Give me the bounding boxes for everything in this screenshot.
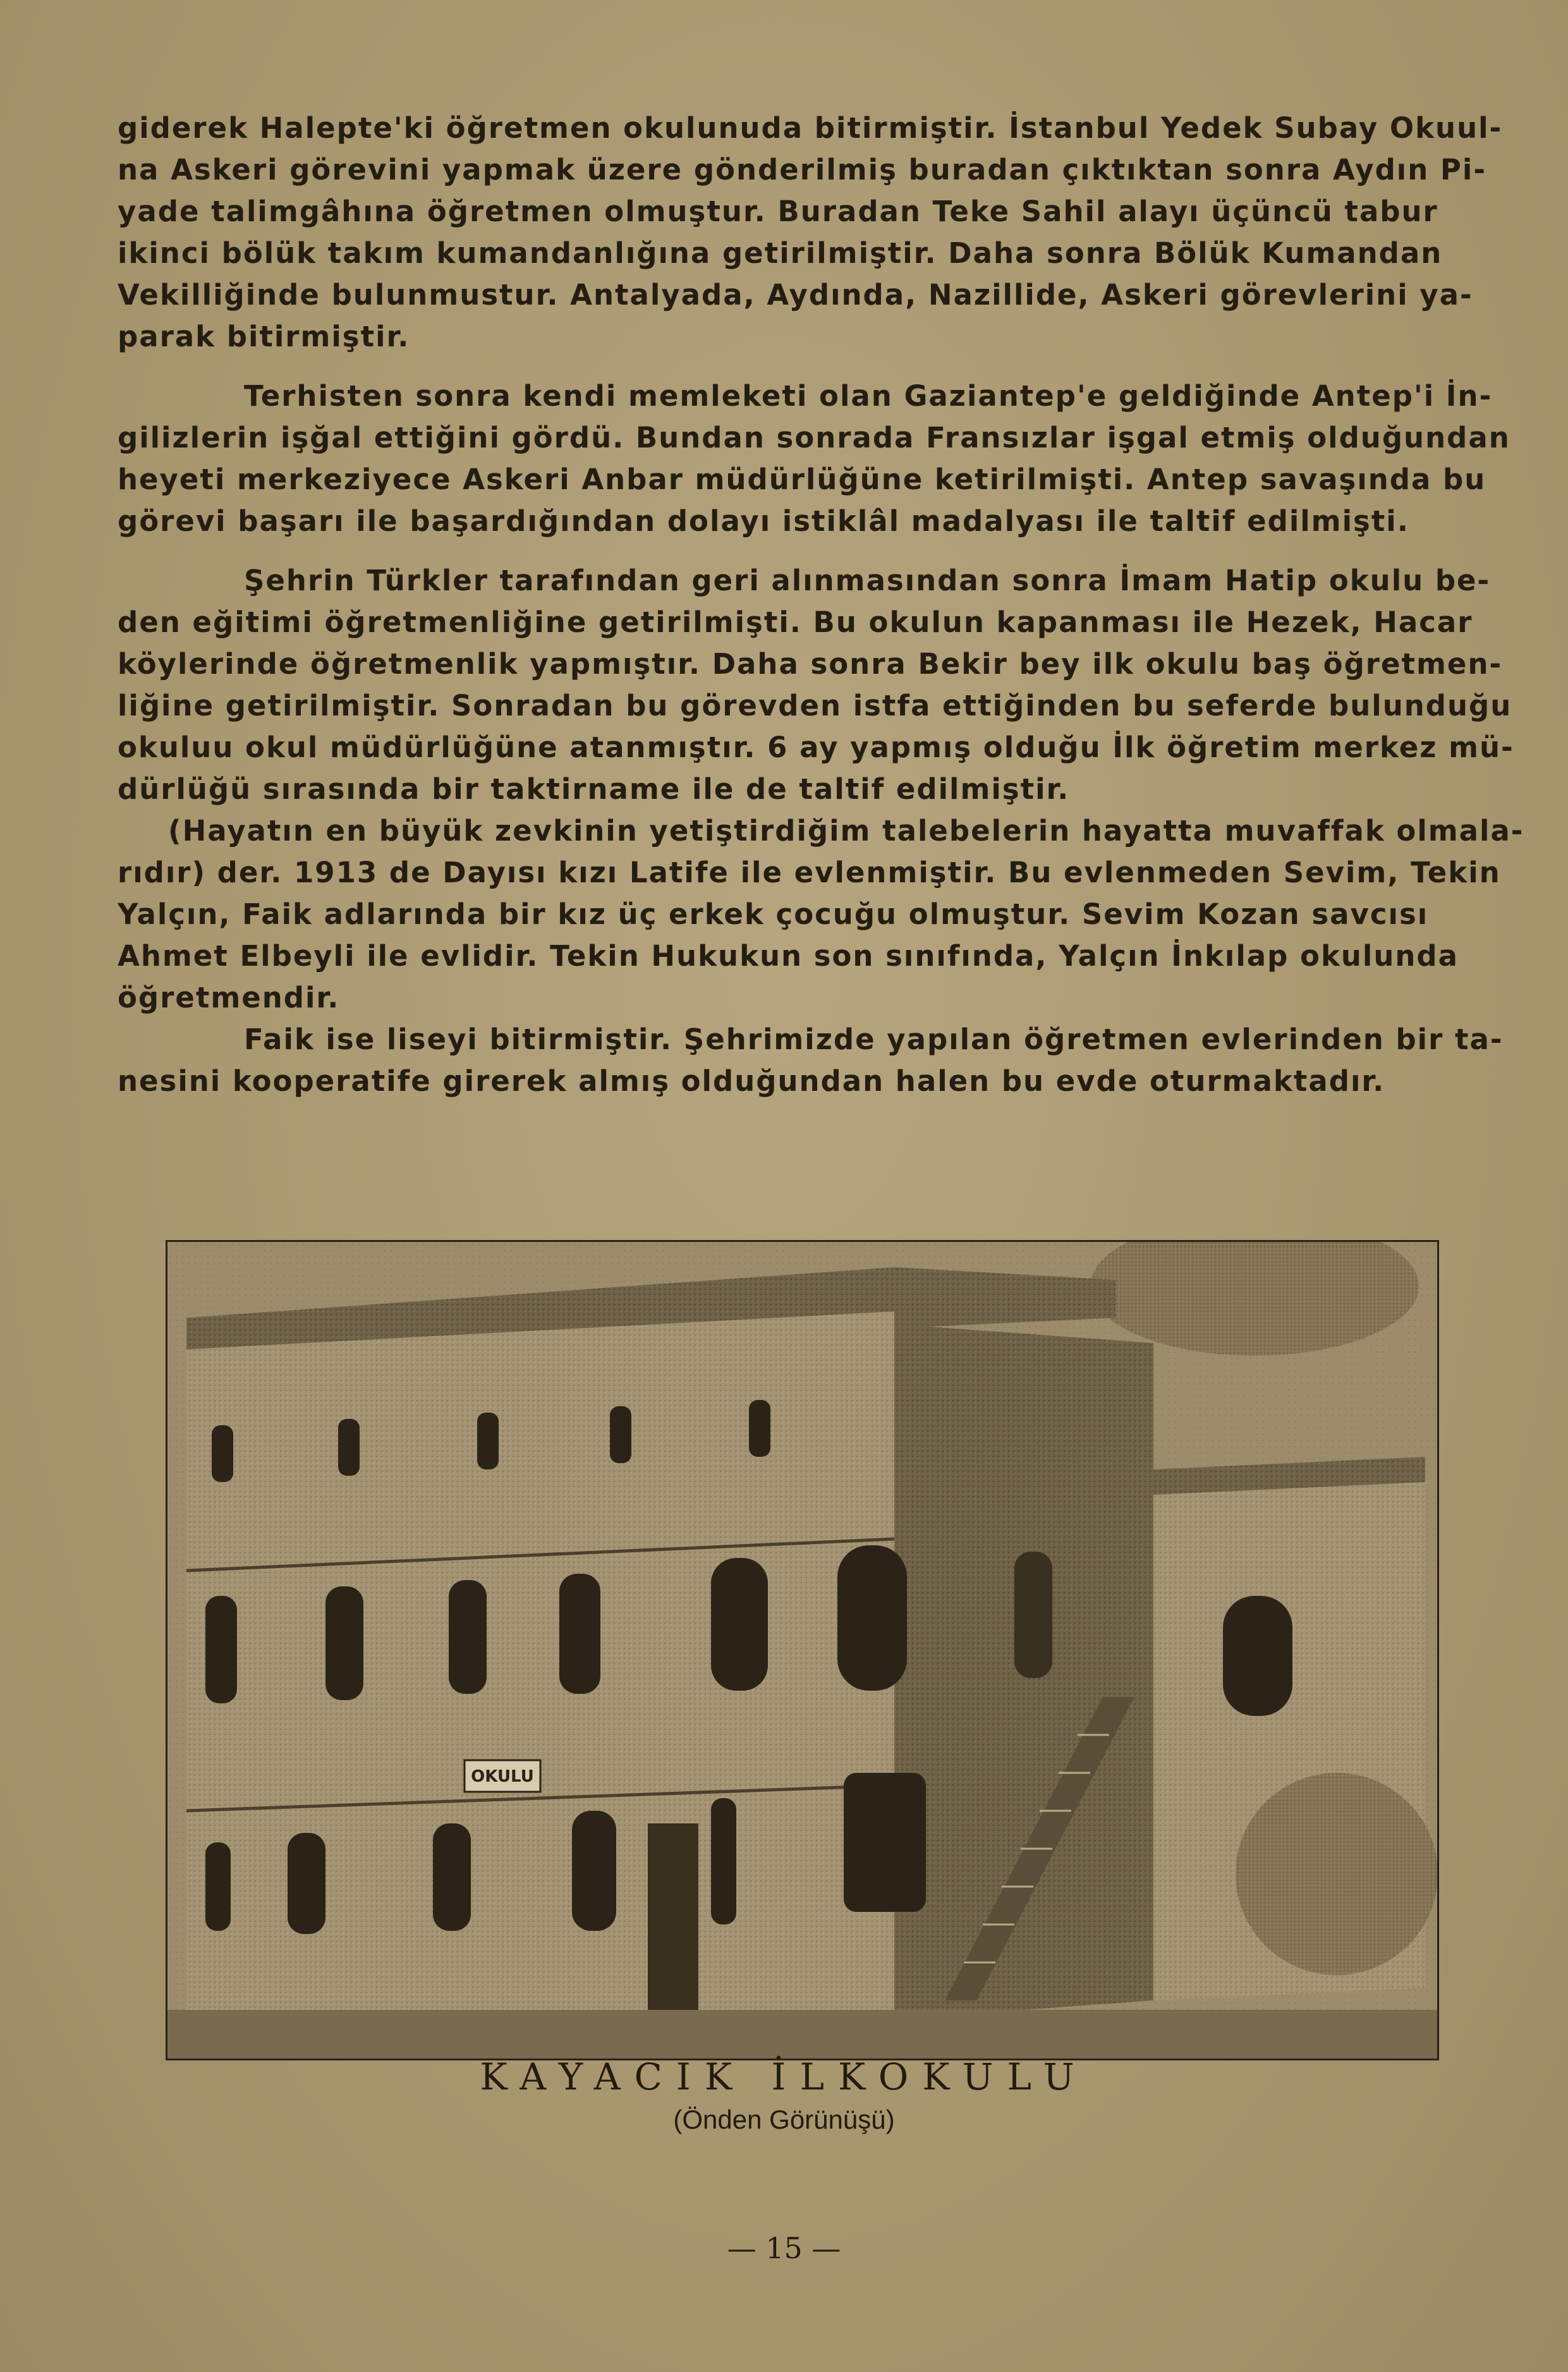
school-building-illustration [167,1242,1437,2059]
text-line: (Hayatın en büyük zevkinin yetiştirdiğim talebelerin hayatta muvaffak olmala- [168,814,1524,848]
text-line: yade talimgâhına öğretmen olmuştur. Buradan Teke Sahil alayı üçüncü tabur [118,195,1438,228]
text-line: Vekilliğinde bulunmustur. Antalyada, Aydında, Nazillide, Askeri görevlerini ya- [118,278,1473,312]
window [1223,1596,1292,1716]
text-line: köylerinde öğretmenlik yapmıştır. Daha sonra Bekir bey ilk okulu baş öğretmen- [118,647,1503,681]
text-line: Faik ise liseyi bitirmiştir. Şehrimizde yapılan öğretmen evlerinden bir ta- [244,1023,1504,1056]
paragraph-3 [118,560,1514,810]
text-line: liğine getirilmiştir. Sonradan bu görevden istfa ettiğinden bu seferde bulunduğu [118,689,1512,722]
shrubbery [1236,1773,1437,1975]
window [477,1413,499,1469]
text-line: heyeti merkeziyece Askeri Anbar müdürlüğüne ketirilmişti. Antep savaşında bu [118,463,1486,496]
text-line: Şehrin Türkler tarafından geri alınmasından sonra İmam Hatip okulu be- [244,564,1491,597]
window [433,1823,471,1931]
window [837,1545,907,1691]
window [212,1425,233,1482]
text-line: den eğitimi öğretmenliğine getirilmişti. Bu okulun kapanması ile Hezek, Hacar [118,605,1473,639]
window [711,1558,768,1691]
text-line: gilizlerin işğal ettiğini gördü. Bundan sonrada Fransızlar işgal etmiş olduğundan [118,421,1510,454]
window [610,1406,631,1463]
window [749,1400,770,1457]
text-line: görevi başarı ile başardığından dolayı istiklâl madalyası ile taltif edilmişti. [118,504,1409,538]
school-sign-text: OKULU [471,1767,534,1786]
school-building-photo [166,1240,1439,2060]
text-line: nesini kooperatife girerek almış olduğundan halen bu evde oturmaktadır. [118,1064,1385,1098]
paragraph-4 [118,810,1524,1019]
window [325,1586,363,1700]
window [1014,1552,1052,1678]
text-line: Ahmet Elbeyli ile evlidir. Tekin Hukukun son sınıfında, Yalçın İnkılap okulunda [118,939,1459,973]
ground [167,2010,1437,2059]
window [449,1580,487,1694]
window [572,1811,616,1931]
window [288,1833,325,1934]
text-line: ikinci bölük takım kumandanlığına getirilmiştir. Daha sonra Bölük Kumandan [118,236,1443,270]
photo-caption-subtitle: (Önden Görünüşü) [673,2105,895,2134]
text-line: dürlüğü sırasında bir taktirname ile de taltif edilmiştir. [118,772,1070,806]
text-line: na Askeri görevini yapmak üzere gönderilmiş buradan çıktıktan sonra Aydın Pi- [118,153,1487,186]
window [711,1798,736,1925]
text-line: öğretmendir. [118,981,340,1014]
window [559,1574,600,1694]
photo-caption-title: KAYACIK İLKOKULU [480,2055,1088,2098]
text-line: Yalçın, Faik adlarında bir kız üç erkek çocuğu olmuştur. Sevim Kozan savcısı [118,897,1429,931]
text-line: parak bitirmiştir. [118,320,410,353]
text-line: giderek Halepte'ki öğretmen okulunuda bitirmiştir. İstanbul Yedek Subay Okuul- [118,111,1503,145]
text-line: rıdır) der. 1913 de Dayısı kızı Latife ile evlenmiştir. Bu evlenmeden Sevim, Tekin [118,856,1501,889]
paragraph-5 [118,1019,1504,1102]
page-number: — 15 — [727,2231,841,2265]
paragraph-2 [118,375,1510,542]
entrance-door [648,1823,698,2013]
window [338,1419,360,1476]
window [844,1773,926,1912]
paragraph-1 [118,107,1503,358]
window [205,1596,237,1703]
text-line: okuluu okul müdürlüğüne atanmıştır. 6 ay yapmış olduğu İlk öğretim merkez mü- [118,731,1514,764]
text-line: Terhisten sonra kendi memleketi olan Gaziantep'e geldiğinde Antep'i İn- [244,379,1493,413]
window [205,1842,231,1931]
body-text [118,107,1524,1120]
